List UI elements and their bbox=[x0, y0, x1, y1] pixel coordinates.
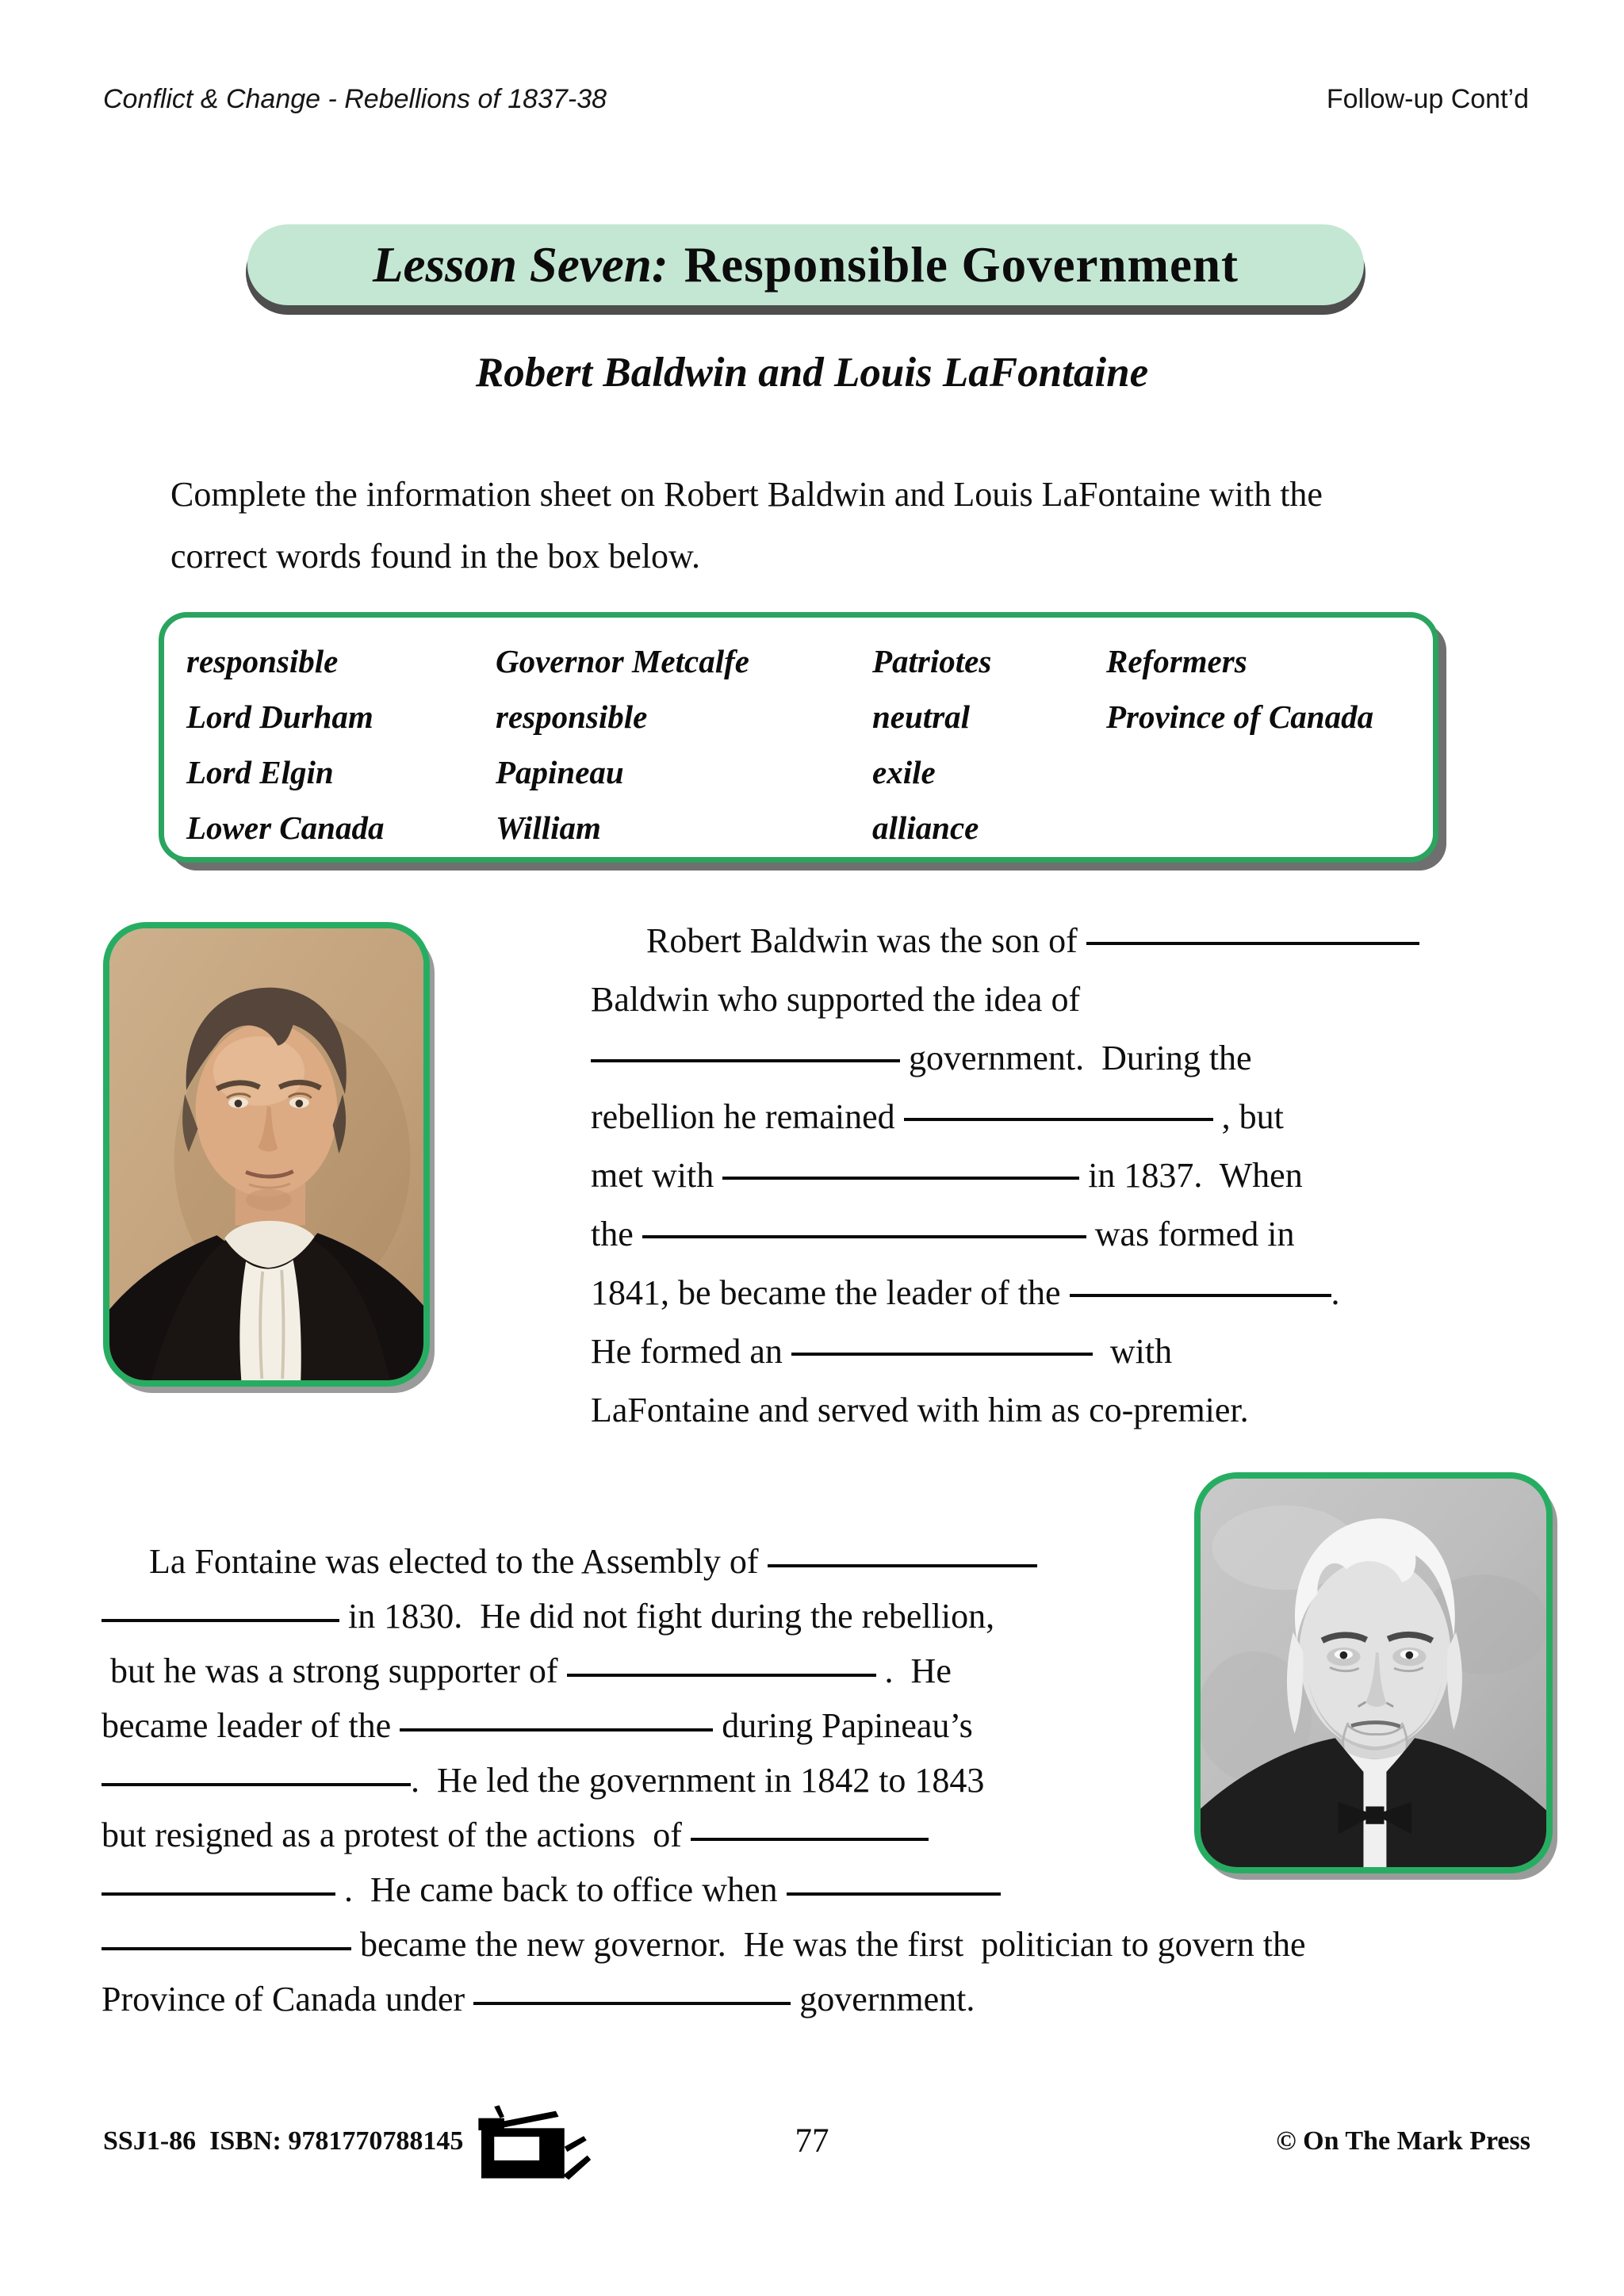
fill-in-line bbox=[591, 1205, 1582, 1264]
answer-blank[interactable] bbox=[400, 1698, 713, 1732]
robert-baldwin-portrait bbox=[103, 922, 430, 1387]
footer-product-code-isbn: SSJ1-86 ISBN: 9781770788145 bbox=[103, 2126, 464, 2156]
footer-copyright: © On The Mark Press bbox=[1276, 2126, 1530, 2156]
answer-blank[interactable] bbox=[102, 1862, 335, 1896]
line-text: during Papineau’s bbox=[713, 1706, 973, 1745]
baldwin-paragraph bbox=[591, 912, 1582, 1440]
line-text: but resigned as a protest of the actions of bbox=[102, 1816, 691, 1854]
word-bank-column bbox=[1106, 633, 1373, 744]
line-text: rebellion he remained bbox=[591, 1097, 904, 1136]
answer-blank[interactable] bbox=[787, 1862, 1001, 1896]
line-text: LaFontaine and served with him as co-premier. bbox=[591, 1391, 1249, 1429]
baldwin-portrait-image bbox=[109, 928, 423, 1380]
answer-blank[interactable] bbox=[1086, 912, 1419, 945]
answer-blank[interactable] bbox=[102, 1917, 351, 1950]
line-text: Baldwin who supported the idea of bbox=[591, 980, 1081, 1019]
fill-in-line bbox=[591, 1322, 1582, 1381]
header-follow-up-label: Follow-up Cont’d bbox=[1326, 84, 1529, 114]
fill-in-line bbox=[102, 1534, 1592, 1589]
lesson-title-text: Responsible Government bbox=[684, 236, 1239, 293]
word-bank-item: Reformers bbox=[1106, 643, 1247, 679]
line-text: met with bbox=[591, 1156, 723, 1195]
word-bank-column bbox=[186, 633, 384, 855]
word-bank-item: responsible bbox=[496, 698, 648, 735]
word-bank-item: responsible bbox=[186, 643, 339, 679]
word-bank-item: Patriotes bbox=[872, 643, 992, 679]
answer-blank[interactable] bbox=[722, 1146, 1079, 1180]
answer-blank[interactable] bbox=[1070, 1264, 1331, 1297]
line-text: in 1837. When bbox=[1079, 1156, 1303, 1195]
instructions-paragraph bbox=[170, 464, 1503, 587]
word-bank-item: exile bbox=[872, 754, 936, 790]
line-text: He formed an bbox=[591, 1332, 791, 1371]
answer-blank[interactable] bbox=[642, 1205, 1086, 1238]
answer-blank[interactable] bbox=[591, 1029, 900, 1062]
answer-blank[interactable] bbox=[102, 1753, 411, 1786]
fill-in-line bbox=[102, 1917, 1592, 1972]
line-text: La Fontaine was elected to the Assembly of bbox=[149, 1542, 768, 1581]
book-series-title: Conflict & Change - Rebellions of 1837-38 bbox=[103, 84, 607, 114]
line-text: but he was a strong supporter of bbox=[102, 1651, 567, 1690]
word-bank-column bbox=[496, 633, 749, 855]
page-number: 77 bbox=[795, 2122, 829, 2160]
word-bank-item: William bbox=[496, 809, 601, 846]
fill-in-line bbox=[102, 1698, 1592, 1753]
answer-blank[interactable] bbox=[102, 1589, 339, 1622]
line-text: . He bbox=[875, 1651, 952, 1690]
word-bank-item: alliance bbox=[872, 809, 979, 846]
line-text: . He led the government in 1842 to 1843 bbox=[411, 1761, 985, 1800]
line-text: 1841, be became the leader of the bbox=[591, 1273, 1070, 1312]
line-text: government. bbox=[791, 1980, 975, 2019]
line-text: in 1830. He did not fight during the rebellion, bbox=[339, 1597, 995, 1636]
fill-in-line bbox=[591, 1264, 1582, 1322]
word-bank-item: neutral bbox=[872, 698, 971, 735]
word-bank-item: Lord Elgin bbox=[186, 754, 334, 790]
lafontaine-paragraph bbox=[102, 1534, 1592, 2026]
answer-blank[interactable] bbox=[791, 1322, 1093, 1356]
lesson-number-label: Lesson Seven: bbox=[373, 236, 668, 293]
fill-in-line bbox=[102, 1862, 1592, 1917]
line-text: the bbox=[591, 1215, 642, 1253]
fill-in-line bbox=[102, 1972, 1592, 2026]
worksheet-subtitle: Robert Baldwin and Louis LaFontaine bbox=[475, 350, 1149, 396]
fill-in-line bbox=[102, 1753, 1592, 1808]
fill-in-line bbox=[591, 1381, 1582, 1440]
word-bank-item: Papineau bbox=[496, 754, 624, 790]
answer-blank[interactable] bbox=[567, 1644, 876, 1677]
word-bank-item: Lord Durham bbox=[186, 698, 373, 735]
instructions-line: correct words found in the box below. bbox=[170, 537, 700, 576]
fill-in-line bbox=[102, 1644, 1592, 1698]
fill-in-line bbox=[591, 1088, 1582, 1146]
instructions-line: Complete the information sheet on Robert Baldwin and Louis LaFontaine with the bbox=[170, 475, 1323, 514]
line-text: Robert Baldwin was the son of bbox=[646, 921, 1086, 960]
answer-blank[interactable] bbox=[473, 1972, 791, 2005]
line-text: . He came back to office when bbox=[335, 1870, 787, 1909]
answer-blank[interactable] bbox=[768, 1534, 1037, 1567]
word-bank-item: Province of Canada bbox=[1106, 698, 1374, 735]
fill-in-line bbox=[102, 1808, 1592, 1862]
answer-blank[interactable] bbox=[904, 1088, 1213, 1121]
line-text: . bbox=[1331, 1273, 1340, 1312]
line-text: with bbox=[1092, 1332, 1173, 1371]
line-text: , but bbox=[1212, 1097, 1284, 1136]
line-text: became the new governor. He was the first politician to govern the bbox=[351, 1925, 1306, 1964]
fill-in-line bbox=[591, 912, 1582, 970]
photocopier-icon bbox=[468, 2101, 591, 2190]
word-bank-column bbox=[872, 633, 991, 855]
line-text: was formed in bbox=[1086, 1215, 1295, 1253]
line-text: became leader of the bbox=[102, 1706, 400, 1745]
word-bank-box bbox=[159, 612, 1438, 863]
fill-in-line bbox=[102, 1589, 1592, 1644]
word-bank-item: Lower Canada bbox=[186, 809, 385, 846]
fill-in-line bbox=[591, 970, 1582, 1029]
line-text: government. During the bbox=[900, 1039, 1252, 1077]
fill-in-line bbox=[591, 1146, 1582, 1205]
word-bank-item: Governor Metcalfe bbox=[496, 643, 749, 679]
line-text: Province of Canada under bbox=[102, 1980, 474, 2019]
lesson-title-banner bbox=[247, 224, 1364, 305]
fill-in-line bbox=[591, 1029, 1582, 1088]
answer-blank[interactable] bbox=[691, 1808, 929, 1841]
